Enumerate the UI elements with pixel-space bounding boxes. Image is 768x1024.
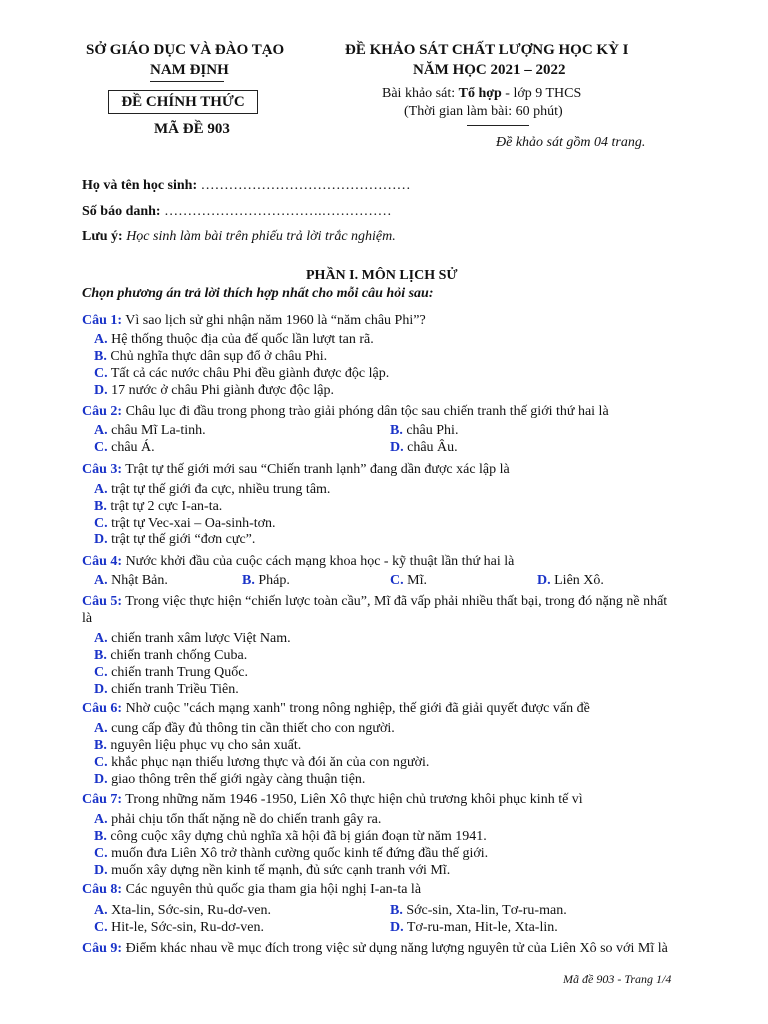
option-key: D. (537, 573, 551, 588)
option-key: C. (94, 665, 108, 680)
q3-option-d (94, 531, 255, 548)
option-text: chiến tranh Triều Tiên. (107, 682, 239, 697)
q2-option-b (390, 422, 458, 439)
q5-option-a (94, 630, 291, 647)
option-text: muốn xây dựng nền kinh tế mạnh, đủ sức cạnh tranh với Mĩ. (107, 863, 451, 878)
question-label: Câu 7: (82, 792, 123, 807)
option-key: A. (94, 332, 108, 347)
option-key: A. (94, 903, 108, 918)
student-id-dots: …………………………….…………… (160, 204, 392, 219)
q5-option-b (94, 647, 247, 664)
q1-option-d (94, 382, 334, 399)
option-key: D. (94, 772, 108, 787)
q7-option-a (94, 811, 381, 828)
question-1 (82, 312, 682, 329)
q3-option-a (94, 481, 330, 498)
q4-option-c (390, 572, 427, 589)
exam-subject (382, 85, 581, 102)
option-key: C. (94, 516, 108, 531)
question-text: Trong việc thực hiện “chiến lược toàn cầu”, Mĩ đã vấp phải nhiều thất bại, trong đó nặng nề nhất (122, 594, 668, 609)
option-key: A. (94, 423, 108, 438)
option-text: giao thông trên thế giới ngày càng thuận tiện. (107, 772, 366, 787)
student-name-line (82, 177, 411, 194)
q1-option-c (94, 365, 389, 382)
question-text: Các nguyên thủ quốc gia tham gia hội nghị I-an-ta là (122, 882, 422, 897)
note-line (82, 228, 396, 245)
option-key: B. (94, 648, 107, 663)
option-text: châu Âu. (403, 440, 458, 455)
option-text: nguyên liệu phục vụ cho sản xuất. (106, 738, 302, 753)
question-5-continuation: là (82, 611, 93, 626)
question-text: Nhờ cuộc "cách mạng xanh" trong nông nghiệp, thế giới đã giải quyết được vấn đề (122, 701, 590, 716)
option-text: Mĩ. (403, 573, 427, 588)
option-text: chiến tranh Trung Quốc. (107, 665, 249, 680)
option-text: Liên Xô. (550, 573, 604, 588)
q7-option-c (94, 845, 488, 862)
question-label: Câu 6: (82, 701, 123, 716)
question-label: Câu 5: (82, 594, 123, 609)
option-key: A. (94, 812, 108, 827)
student-name-label: Họ và tên học sinh: (82, 178, 198, 193)
option-text: Hệ thống thuộc địa của đế quốc lần lượt tan rã. (107, 332, 374, 347)
student-id-label: Số báo danh: (82, 204, 161, 219)
question-text: Vì sao lịch sử ghi nhận năm 1960 là “năm châu Phi”? (122, 313, 426, 328)
option-key: A. (94, 631, 108, 646)
option-key: D. (94, 532, 108, 547)
question-label: Câu 3: (82, 462, 123, 477)
note-label: Lưu ý: (82, 229, 123, 244)
option-text: phải chịu tổn thất nặng nề do chiến tranh gây ra. (107, 812, 382, 827)
exam-title: ĐỀ KHẢO SÁT CHẤT LƯỢNG HỌC KỲ I (345, 42, 629, 58)
option-key: D. (390, 920, 404, 935)
option-text: muốn đưa Liên Xô trở thành cường quốc kinh tế đứng đầu thế giới. (107, 846, 489, 861)
option-text: châu Á. (107, 440, 155, 455)
q3-option-b (94, 498, 222, 515)
option-key: C. (94, 755, 108, 770)
option-key: D. (94, 682, 108, 697)
subject-prefix: Bài khảo sát: (382, 86, 459, 101)
option-text: châu Phi. (402, 423, 459, 438)
option-text: Nhật Bản. (107, 573, 168, 588)
question-label: Câu 2: (82, 404, 123, 419)
student-name-dots: ……………………………………… (197, 178, 411, 193)
question-text: Trật tự thế giới mới sau “Chiến tranh lạnh” đang dần được xác lập là (122, 462, 510, 477)
q5-option-c (94, 664, 248, 681)
option-text: 17 nước ở châu Phi giành được độc lập. (107, 383, 334, 398)
option-text: Tơ-ru-man, Hit-le, Xta-lin. (403, 920, 558, 935)
official-badge: ĐỀ CHÍNH THỨC (108, 90, 258, 114)
q6-option-c (94, 754, 429, 771)
question-6 (82, 700, 682, 717)
option-text: công cuộc xây dựng chủ nghĩa xã hội đã bị gián đoạn từ năm 1941. (106, 829, 487, 844)
question-label: Câu 9: (82, 941, 123, 956)
question-label: Câu 8: (82, 882, 123, 897)
option-key: C. (390, 573, 404, 588)
q2-option-c (94, 439, 155, 456)
option-key: A. (94, 482, 108, 497)
option-text: Tất cả các nước châu Phi đều giành được độc lập. (107, 366, 390, 381)
option-key: D. (94, 383, 108, 398)
option-text: Chủ nghĩa thực dân sụp đổ ở châu Phi. (106, 349, 328, 364)
option-text: Hit-le, Sớc-sin, Ru-dơ-ven. (107, 920, 264, 935)
student-id-line (82, 203, 392, 220)
question-text: Nước khởi đầu của cuộc cách mạng khoa học - kỹ thuật lần thứ hai là (122, 554, 515, 569)
option-key: B. (390, 423, 403, 438)
province-underline (150, 81, 224, 82)
question-2 (82, 403, 682, 420)
part-instruction: Chọn phương án trả lời thích hợp nhất cho mỗi câu hỏi sau: (82, 286, 434, 301)
option-text: chiến tranh chống Cuba. (106, 648, 248, 663)
q1-option-b (94, 348, 327, 365)
time-underline (467, 125, 529, 126)
question-label: Câu 4: (82, 554, 123, 569)
subject-suffix: - lớp 9 THCS (501, 86, 582, 101)
option-key: C. (94, 366, 108, 381)
exam-time: (Thời gian làm bài: 60 phút) (404, 104, 563, 119)
question-5 (82, 593, 682, 610)
option-key: C. (94, 920, 108, 935)
q7-option-b (94, 828, 487, 845)
option-key: B. (390, 903, 403, 918)
subject-bold: Tổ hợp (458, 86, 502, 101)
q4-option-d (537, 572, 604, 589)
option-text: trật tự 2 cực I-an-ta. (106, 499, 223, 514)
question-7 (82, 791, 682, 808)
school-year: NĂM HỌC 2021 – 2022 (413, 62, 566, 78)
option-key: C. (94, 440, 108, 455)
option-key: C. (94, 846, 108, 861)
option-key: D. (390, 440, 404, 455)
question-8 (82, 881, 682, 898)
option-text: châu Mĩ La-tinh. (107, 423, 206, 438)
option-text: trật tự thế giới đa cực, nhiều trung tâm. (107, 482, 331, 497)
option-text: Pháp. (254, 573, 290, 588)
question-4 (82, 553, 682, 570)
option-text: khắc phục nạn thiếu lương thực và đói ăn của con người. (107, 755, 430, 770)
part-title: PHẦN I. MÔN LỊCH SỬ (306, 268, 458, 283)
option-key: A. (94, 573, 108, 588)
q8-option-c (94, 919, 264, 936)
option-key: D. (94, 863, 108, 878)
page-footer: Mã đề 903 - Trang 1/4 (563, 972, 672, 986)
option-key: B. (94, 499, 107, 514)
q8-option-d (390, 919, 558, 936)
option-key: A. (94, 721, 108, 736)
q3-option-c (94, 515, 276, 532)
question-3 (82, 461, 682, 478)
option-key: B. (94, 829, 107, 844)
option-text: Xta-lin, Sớc-sin, Ru-dơ-ven. (107, 903, 271, 918)
q4-option-b (242, 572, 290, 589)
option-key: B. (94, 738, 107, 753)
pages-note: Đề khảo sát gồm 04 trang. (496, 135, 646, 150)
option-text: cung cấp đầy đủ thông tin cần thiết cho con người. (107, 721, 395, 736)
q1-option-a (94, 331, 374, 348)
option-text: trật tự Vec-xai – Oa-sinh-tơn. (107, 516, 276, 531)
q2-option-d (390, 439, 458, 456)
question-text: Trong những năm 1946 -1950, Liên Xô thực hiện chủ trương khôi phục kinh tế vì (122, 792, 583, 807)
q2-option-a (94, 422, 206, 439)
exam-code: MÃ ĐỀ 903 (154, 121, 230, 137)
q8-option-b (390, 902, 567, 919)
option-key: B. (242, 573, 255, 588)
option-text: chiến tranh xâm lược Việt Nam. (107, 631, 291, 646)
question-9 (82, 940, 682, 957)
question-label: Câu 1: (82, 313, 123, 328)
q7-option-d (94, 862, 450, 879)
q6-option-b (94, 737, 301, 754)
department-name: SỞ GIÁO DỤC VÀ ĐÀO TẠO (86, 42, 285, 58)
note-text: Học sinh làm bài trên phiếu trả lời trắc nghiệm. (122, 229, 396, 244)
province-name: NAM ĐỊNH (150, 62, 229, 78)
q6-option-a (94, 720, 395, 737)
option-text: trật tự thế giới “đơn cực”. (107, 532, 256, 547)
q6-option-d (94, 771, 365, 788)
option-key: B. (94, 349, 107, 364)
q4-option-a (94, 572, 168, 589)
question-text: Châu lục đi đầu trong phong trào giải phóng dân tộc sau chiến tranh thế giới thứ hai là (122, 404, 609, 419)
q8-option-a (94, 902, 271, 919)
question-text: Điểm khác nhau về mục đích trong việc sử dụng năng lượng nguyên tử của Liên Xô so với Mĩ là (122, 941, 668, 956)
q5-option-d (94, 681, 239, 698)
option-text: Sớc-sin, Xta-lin, Tơ-ru-man. (402, 903, 567, 918)
